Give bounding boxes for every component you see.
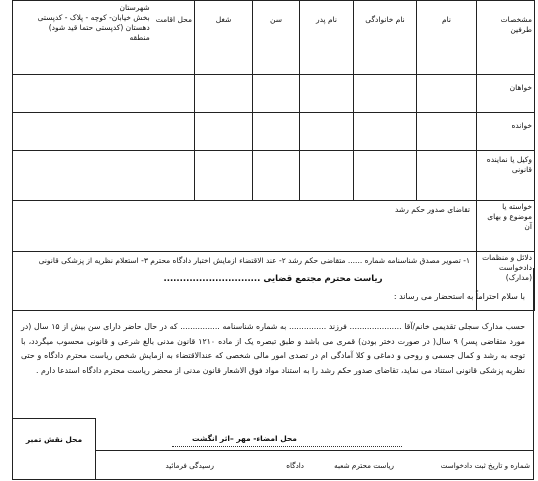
registration-row [96,450,534,481]
plaintiff-age-field[interactable] [253,75,300,113]
plaintiff-last-name-field[interactable] [354,75,417,113]
header-father-name: نام پدر [300,1,354,75]
defendant-job-field[interactable] [195,113,253,151]
header-address-line1: شهرستان [119,3,150,12]
proceed-label: رسیدگی فرمائید [165,461,214,470]
defendant-first-name-field[interactable] [417,113,477,151]
header-first-name: نام [417,1,477,75]
defendant-address-field[interactable] [13,113,195,151]
lawyer-age-field[interactable] [253,151,300,201]
parties-table [12,0,535,311]
plaintiff-first-name-field[interactable] [417,75,477,113]
header-address-line3: دهستان (کدپستی حتما قید شود) [48,23,150,32]
stamp-label: محل نقش تمبر [25,435,83,444]
header-address-line4: منطقه [129,33,150,42]
signature-line[interactable] [172,446,402,447]
header-address [13,1,195,75]
court-paragraph-text: حسب مدارک سجلی تقدیمی خانم/آقا ..................... فرزند ............... به شماره شناسنامه ................ که در حال حاضر دارای سن بیش از ۱۵ سال (در مورد متقاضی پسر) ۹ سال( در صورت دختر بودن) قمری می باشد و طبق تبصره یک از ماده ۱۲۱۰ قانون مدنی بالغ شرعی و قانونی محسوب میگردد، با توجه به رشد و کمال جسمی و روحی و دماغی و کلا آمادگی ام در تصدی امور مالی شخصی که عندالاقتضاء به ازمایش شخص ریاست محترم دادگاه و حتی نظریه پزشکی قانونی استناد می نماید، تقاضای صدور حکم رشد را به استناد مواد فوق الاشعار قانون مدنی از محضر ریاست محترم دادگاه استدعا دارم . [21,322,526,375]
plaintiff-father-name-field[interactable] [300,75,354,113]
row-plaintiff-label: خواهان [477,75,535,113]
header-last-name: نام خانوادگی [354,1,417,75]
branch-head-label: ریاست محترم شعبه [334,461,394,470]
lawyer-job-field[interactable] [195,151,253,201]
request-value[interactable]: تقاضای صدور حکم رشد [13,201,477,252]
header-parties: مشخصات طرفین [477,1,535,75]
header-age: سن [253,1,300,75]
court-title: ریاست محترم مجتمع قضایی .............................. [163,274,383,284]
evidence-value[interactable]: ۱- تصویر مصدق شناسنامه شماره ...... متقاضی حکم رشد ۲- عند الاقتضاء ازمایش اختبار دادگاه محترم ۳- استعلام نظریه از پزشکی قانونی [13,252,477,311]
stamp-box [12,418,96,480]
court-label: دادگاه [286,461,304,470]
signature-label: محل امضاء- مهر –اثر انگشت [192,434,297,443]
defendant-age-field[interactable] [253,113,300,151]
row-defendant-label: خوانده [477,113,535,151]
court-greeting: با سلام احتراماً به استحضار می رساند : [393,292,525,301]
defendant-last-name-field[interactable] [354,113,417,151]
plaintiff-address-field[interactable] [13,75,195,113]
court-paragraph [21,320,525,380]
request-label: خواسته یا موضوع و بهای آن [477,201,535,252]
lawyer-first-name-field[interactable] [417,151,477,201]
defendant-father-name-field[interactable] [300,113,354,151]
lawyer-address-field[interactable] [13,151,195,201]
registration-number-label: شماره و تاریخ ثبت دادخواست [440,461,530,470]
lawyer-last-name-field[interactable] [354,151,417,201]
plaintiff-job-field[interactable] [195,75,253,113]
header-job: شغل [195,1,253,75]
evidence-label: دلائل و منظمات دادخواست (مدارک) [477,252,535,311]
lawyer-father-name-field[interactable] [300,151,354,201]
header-address-line2: بخش خیابان- کوچه - پلاک - کدپستی [37,13,150,22]
signature-area [12,418,534,480]
row-lawyer-label: وکیل یا نماینده قانونی [477,151,535,201]
header-residence: محل اقامت [155,15,192,24]
